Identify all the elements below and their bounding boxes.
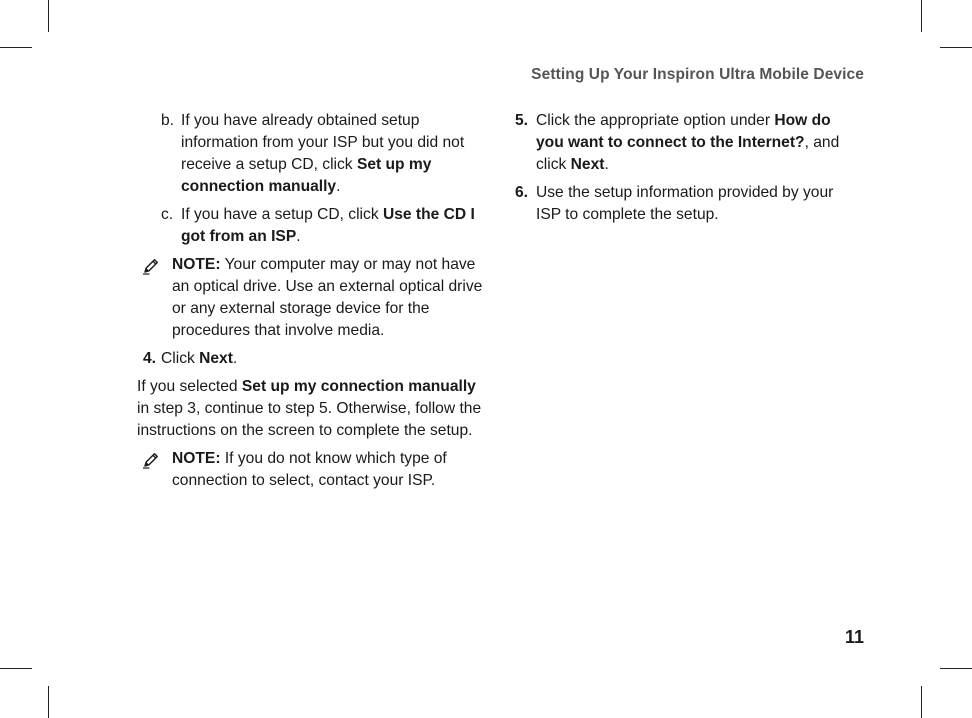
ui-option-label: Next [199, 350, 233, 367]
left-column [137, 110, 487, 498]
step-number: 5. [515, 112, 529, 129]
step-6 [515, 182, 860, 226]
step-5 [515, 110, 860, 176]
item-text: If you have a setup CD, click [181, 206, 383, 223]
ui-option-label: How do you want to connect to the Internet? [536, 112, 831, 151]
list-item-c [137, 204, 487, 248]
step-number: 4. [143, 350, 157, 367]
crop-mark-top-right-horizontal [940, 47, 972, 48]
crop-mark-bottom-right-vertical [921, 686, 922, 718]
crop-mark-top-left-vertical [48, 0, 49, 32]
running-head: Setting Up Your Inspiron Ultra Mobile Device [531, 66, 864, 83]
crop-mark-top-left-horizontal [0, 47, 32, 48]
list-item-b [137, 110, 487, 198]
crop-mark-bottom-left-horizontal [0, 668, 32, 669]
pencil-note-icon [142, 257, 160, 275]
item-text: If you have already obtained setup information from your ISP but you did not receive a setup CD, click [181, 112, 465, 173]
step-number: 6. [515, 184, 529, 201]
step-text: Click [161, 350, 200, 367]
crop-mark-bottom-right-horizontal [940, 668, 972, 669]
punctuation: . [604, 156, 609, 173]
paragraph-text: in step 3, continue to step 5. Otherwise, follow the instructions on the screen to complete the setup. [137, 400, 482, 439]
step-text: , and click [536, 134, 840, 173]
list-marker: b. [161, 112, 175, 129]
step-text: Use the setup information provided by your ISP to complete the setup. [536, 184, 834, 223]
right-column [515, 110, 860, 232]
list-marker: c. [161, 206, 174, 223]
ui-option-label: Set up my connection manually [181, 156, 432, 195]
note-connection-type [137, 448, 487, 492]
note-optical-drive [137, 254, 487, 342]
note-label: NOTE: [172, 256, 221, 273]
note-text: Your computer may or may not have an optical drive. Use an external optical drive or any external storage device for the procedures that involve media. [172, 256, 483, 339]
punctuation: . [296, 228, 301, 245]
crop-mark-top-right-vertical [921, 0, 922, 32]
note-text: If you do not know which type of connection to select, contact your ISP. [172, 450, 447, 489]
punctuation: . [232, 350, 238, 367]
pencil-note-icon [142, 451, 160, 469]
step-4 [137, 348, 487, 370]
punctuation: . [336, 178, 341, 195]
paragraph-text: If you selected [137, 378, 242, 395]
instruction-paragraph [137, 376, 487, 442]
ui-option-label: Use the CD I got from an ISP [181, 206, 475, 245]
ui-option-label: Next [570, 156, 605, 173]
ui-option-label: Set up my connection manually [241, 378, 476, 395]
crop-mark-bottom-left-vertical [48, 686, 49, 718]
note-label: NOTE: [172, 450, 221, 467]
step-text: Click the appropriate option under [536, 112, 775, 129]
page-number: 11 [844, 627, 864, 647]
